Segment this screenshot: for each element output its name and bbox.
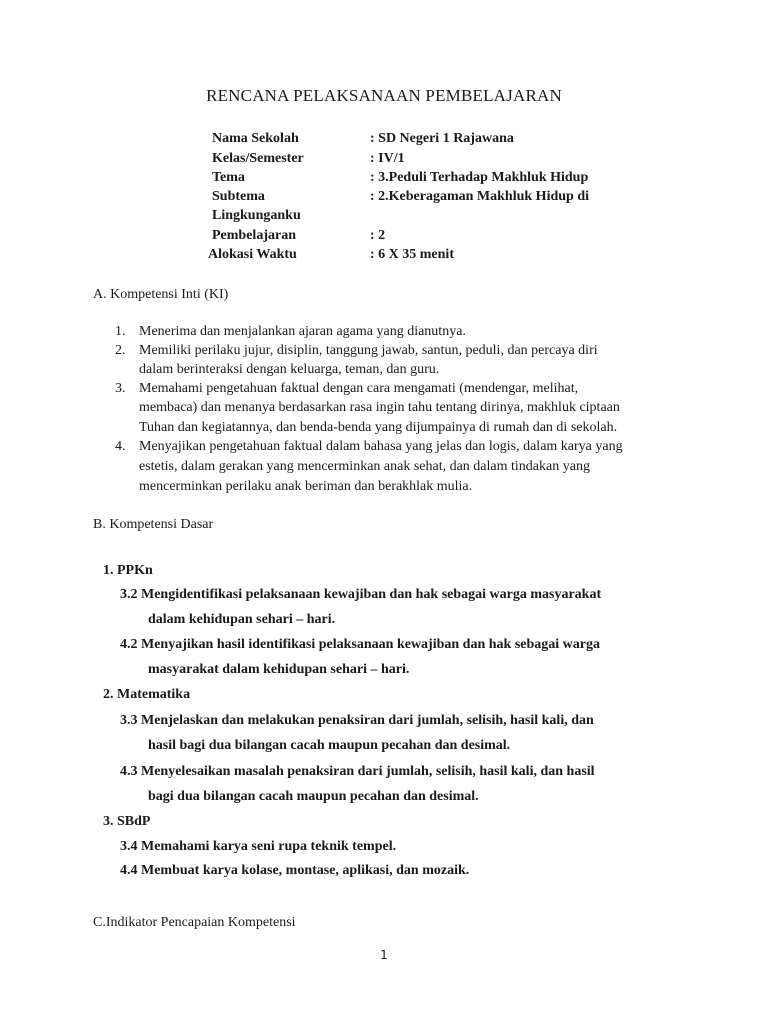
info-label-school: Nama Sekolah	[212, 131, 299, 146]
info-value-theme: : 3.Peduli Terhadap Makhluk Hidup	[370, 170, 589, 185]
ki-number: 4.	[115, 439, 126, 454]
kd-line: 3.2 Mengidentifikasi pelaksanaan kewajiban dan hak sebagai warga masyarakat	[120, 587, 602, 602]
ki-text-line: Tuhan dan kegiatannya, dan benda-benda yang dijumpainya di rumah dan di sekolah.	[139, 420, 618, 435]
ki-text-line: estetis, dalam gerakan yang mencerminkan anak sehat, dan dalam tindakan yang	[139, 459, 590, 474]
section-a-heading: A. Kompetensi Inti (KI)	[93, 287, 229, 302]
kd-line-cont: masyarakat dalam kehidupan sehari – hari.	[148, 662, 410, 677]
info-value-lesson: : 2	[370, 228, 386, 243]
info-label-theme: Tema	[212, 170, 245, 185]
kd-line: 3.3 Menjelaskan dan melakukan penaksiran dari jumlah, selisih, hasil kali, dan	[120, 713, 594, 728]
info-label-time: Alokasi Waktu	[208, 247, 297, 262]
info-label-subtheme-cont: Lingkunganku	[212, 208, 301, 223]
ki-number: 1.	[115, 324, 126, 339]
kd-line: 3.4 Memahami karya seni rupa teknik tempel.	[120, 839, 397, 854]
ki-number: 2.	[115, 343, 126, 358]
info-value-school: : SD Negeri 1 Rajawana	[370, 131, 514, 146]
ki-text-line: Memiliki perilaku jujur, disiplin, tanggung jawab, santun, peduli, dan percaya diri	[139, 343, 598, 358]
subject-title-matematika: 2. Matematika	[103, 687, 191, 702]
page-number: 1	[380, 948, 388, 962]
info-value-time: : 6 X 35 menit	[370, 247, 454, 262]
info-label-class: Kelas/Semester	[212, 151, 304, 166]
document-title: RENCANA PELAKSANAAN PEMBELAJARAN	[206, 86, 562, 105]
ki-text-line: membaca) dan menanya berdasarkan rasa ingin tahu tentang dirinya, makhluk ciptaan	[139, 400, 620, 415]
kd-line-cont: dalam kehidupan sehari – hari.	[148, 612, 336, 627]
ki-text-line: Menerima dan menjalankan ajaran agama yang dianutnya.	[139, 324, 466, 339]
kd-line-cont: hasil bagi dua bilangan cacah maupun pecahan dan desimal.	[148, 738, 511, 753]
info-value-class: : IV/1	[370, 151, 405, 166]
kd-line-cont: bagi dua bilangan cacah maupun pecahan dan desimal.	[148, 789, 479, 804]
subject-title-sbdp: 3. SBdP	[103, 814, 151, 829]
ki-number: 3.	[115, 381, 126, 396]
ki-text-line: dalam berinteraksi dengan keluarga, teman, dan guru.	[139, 362, 440, 377]
kd-line: 4.3 Menyelesaikan masalah penaksiran dari jumlah, selisih, hasil kali, dan hasil	[120, 764, 595, 779]
kd-line: 4.2 Menyajikan hasil identifikasi pelaksanaan kewajiban dan hak sebagai warga	[120, 637, 600, 652]
info-label-lesson: Pembelajaran	[212, 228, 296, 243]
info-value-subtheme: : 2.Keberagaman Makhluk Hidup di	[370, 189, 589, 204]
section-b-heading: B. Kompetensi Dasar	[93, 517, 214, 532]
info-label-subtheme: Subtema	[212, 189, 265, 204]
ki-text-line: Memahami pengetahuan faktual dengan cara mengamati (mendengar, melihat,	[139, 381, 579, 396]
kd-line: 4.4 Membuat karya kolase, montase, aplikasi, dan mozaik.	[120, 863, 470, 878]
ki-text-line: Menyajikan pengetahuan faktual dalam bahasa yang jelas dan logis, dalam karya yang	[139, 439, 623, 454]
section-c-heading: C.Indikator Pencapaian Kompetensi	[93, 915, 296, 930]
subject-title-ppkn: 1. PPKn	[103, 563, 153, 578]
ki-text-line: mencerminkan perilaku anak beriman dan berakhlak mulia.	[139, 479, 473, 494]
